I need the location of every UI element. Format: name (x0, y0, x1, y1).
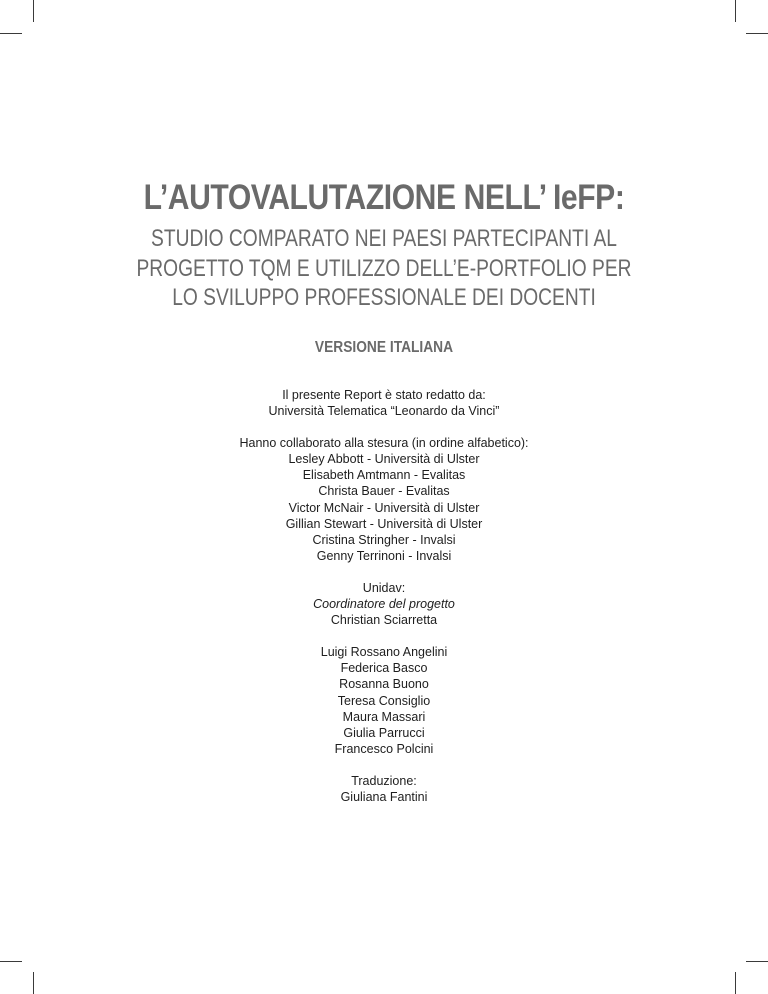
crop-mark (746, 961, 768, 962)
collaborator-name: Gillian Stewart - Università di Ulster (285, 516, 483, 531)
collaborator-name: Christa Bauer - Evalitas (318, 484, 450, 499)
team-member: Francesco Polcini (334, 741, 434, 756)
crop-mark (0, 33, 22, 34)
translation-heading: Traduzione: (351, 773, 417, 788)
crop-mark (735, 0, 736, 22)
crop-mark (735, 972, 736, 994)
version-label: VERSIONE ITALIANA (314, 339, 454, 356)
team-member: Maura Massari (342, 709, 426, 724)
report-intro: Il presente Report è stato redatto da: (282, 388, 486, 402)
team-member: Federica Basco (340, 661, 428, 676)
coordinator-role: Coordinatore del progetto (313, 597, 455, 612)
translator-name: Giuliana Fantini (340, 789, 428, 804)
subtitle (0, 224, 768, 313)
collaborator-name: Victor McNair - Università di Ulster (288, 500, 480, 515)
team-member: Luigi Rossano Angelini (320, 645, 448, 660)
crop-mark (33, 972, 34, 994)
collaborator-name: Genny Terrinoni - Invalsi (316, 548, 452, 563)
main-title: L’AUTOVALUTAZIONE NELL’ IeFP: (143, 178, 625, 217)
subtitle-line: LO SVILUPPO PROFESSIONALE DEI DOCENTI (172, 284, 596, 311)
unidav-heading: Unidav: (362, 580, 406, 595)
subtitle-line: PROGETTO TQM E UTILIZZO DELL’E-PORTFOLIO PER (136, 254, 632, 282)
subtitle-line: STUDIO COMPARATO NEI PAESI PARTECIPANTI AL (151, 225, 617, 252)
crop-mark (33, 0, 34, 22)
team-member: Teresa Consiglio (337, 693, 431, 708)
credits (0, 387, 768, 805)
report-author: Università Telematica “Leonardo da Vinci” (268, 404, 500, 419)
crop-mark (0, 961, 22, 962)
collaborator-name: Elisabeth Amtmann - Evalitas (302, 468, 466, 483)
crop-mark (746, 33, 768, 34)
team-member: Rosanna Buono (339, 677, 429, 692)
collaborator-name: Lesley Abbott - Università di Ulster (288, 452, 480, 467)
collaborators-heading: Hanno collaborato alla stesura (in ordine alfabetico): (239, 436, 529, 451)
title-block (0, 178, 768, 313)
collaborator-name: Cristina Stringher - Invalsi (312, 532, 456, 547)
coordinator-name: Christian Sciarretta (330, 613, 438, 628)
team-member: Giulia Parrucci (343, 725, 425, 740)
